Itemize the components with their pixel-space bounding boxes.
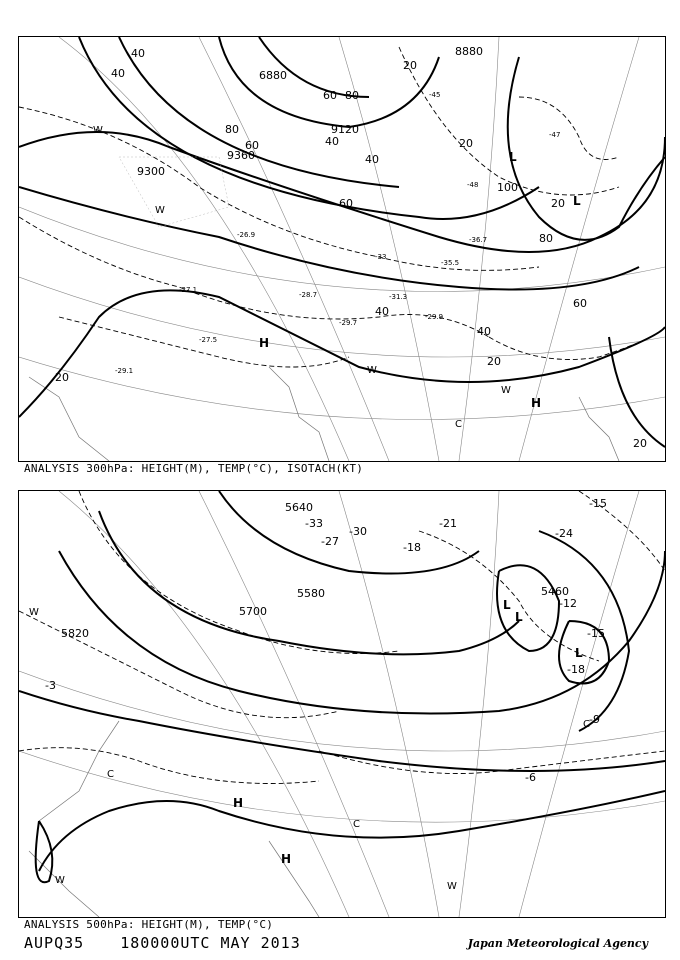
temp-label: -48 xyxy=(467,181,479,189)
temp-label: -28.7 xyxy=(299,291,318,299)
isotach-label: 60 xyxy=(573,297,587,310)
warm-center-label: W xyxy=(93,125,103,136)
temp-label: -47 xyxy=(549,131,561,139)
isotach-label: 40 xyxy=(325,135,339,148)
temp-label: -30 xyxy=(349,525,367,538)
height-label: 5460 xyxy=(541,585,569,598)
isotach-label: 80 xyxy=(539,232,553,245)
low-center-label: L xyxy=(509,150,517,164)
isotach-label: 20 xyxy=(459,137,473,150)
high-center-label: H xyxy=(259,336,270,350)
high-center-label: H xyxy=(281,852,292,866)
isotach-label: 60 xyxy=(323,89,337,102)
temp-label: -27.1 xyxy=(179,286,198,294)
warm-center-label: W xyxy=(447,881,457,892)
low-center-label: L xyxy=(575,646,583,660)
temp-label: -36.7 xyxy=(469,236,488,244)
valid-time: 180000UTC MAY 2013 xyxy=(120,934,301,952)
height-label: 5580 xyxy=(297,587,325,600)
isotach-label: 20 xyxy=(55,371,69,384)
map-300hpa xyxy=(18,36,666,462)
temp-label: -24 xyxy=(555,527,573,540)
isotach-label: 20 xyxy=(551,197,565,210)
map-300hpa-canvas xyxy=(19,37,665,461)
isotach-label: 60 xyxy=(245,139,259,152)
pressure-centers xyxy=(93,125,581,430)
temp-label: -27.5 xyxy=(199,336,218,344)
temp-label: -33 xyxy=(375,253,387,261)
height-label: 9360 xyxy=(227,149,255,162)
temperature-labels xyxy=(45,497,607,784)
coastline xyxy=(29,367,619,461)
height-label: 9120 xyxy=(331,123,359,136)
cold-center-label: C xyxy=(455,419,462,430)
isotach-shading xyxy=(119,157,229,227)
isotach-label: 80 xyxy=(345,89,359,102)
temp-label: -15 xyxy=(589,497,607,510)
pressure-centers xyxy=(29,598,590,892)
temp-label: -45 xyxy=(429,91,441,99)
height-label: 5820 xyxy=(61,627,89,640)
product-header xyxy=(24,934,301,952)
isotach-label: 60 xyxy=(339,197,353,210)
graticule xyxy=(19,491,665,917)
product-code: AUPQ35 xyxy=(24,934,85,952)
isotach-label: 20 xyxy=(487,355,501,368)
cold-center-label: C xyxy=(583,719,590,730)
temp-label: -29.7 xyxy=(339,319,358,327)
temp-label: -18 xyxy=(403,541,421,554)
height-label: 9300 xyxy=(137,165,165,178)
temp-label: -33 xyxy=(305,517,323,530)
height-label: 8880 xyxy=(455,45,483,58)
map-500hpa-canvas xyxy=(19,491,665,917)
temp-label: -29.9 xyxy=(425,313,444,321)
caption-500hpa: ANALYSIS 500hPa: HEIGHT(M), TEMP(°C) xyxy=(24,918,274,931)
agency-credit: Japan Meteorological Agency xyxy=(467,937,648,950)
low-center-label: L xyxy=(573,194,581,208)
temp-label: -6 xyxy=(525,771,536,784)
height-label: 5640 xyxy=(285,501,313,514)
graticule xyxy=(19,37,665,461)
temp-label: -27 xyxy=(321,535,339,548)
isotach-label: 100 xyxy=(497,181,518,194)
cold-center-label: C xyxy=(107,769,114,780)
coastline xyxy=(29,721,319,917)
temp-label: -21 xyxy=(439,517,457,530)
low-center-label: L xyxy=(515,610,523,624)
temp-label: -12 xyxy=(559,597,577,610)
isotach-label: 40 xyxy=(375,305,389,318)
isotach-label: 40 xyxy=(477,325,491,338)
warm-center-label: W xyxy=(29,607,39,618)
isotach-label: 40 xyxy=(131,47,145,60)
temp-label: -3 xyxy=(45,679,56,692)
isotach-label: 80 xyxy=(225,123,239,136)
cold-center-label: C xyxy=(353,819,360,830)
warm-center-label: W xyxy=(501,385,511,396)
map-500hpa xyxy=(18,490,666,918)
warm-center-label: W xyxy=(367,365,377,376)
isotach-label: 20 xyxy=(633,437,647,450)
caption-300hpa: ANALYSIS 300hPa: HEIGHT(M), TEMP(°C), ISOTACH(KT) xyxy=(24,462,364,475)
contour-labels xyxy=(55,45,647,450)
warm-center-label: W xyxy=(55,875,65,886)
warm-center-label: W xyxy=(155,205,165,216)
temp-label: -31.3 xyxy=(389,293,408,301)
high-center-label: H xyxy=(531,396,542,410)
height-label: 5700 xyxy=(239,605,267,618)
temp-label: -15 xyxy=(587,627,605,640)
temp-label: -29.1 xyxy=(115,367,134,375)
low-center-label: L xyxy=(503,598,511,612)
temp-label: -9 xyxy=(589,713,600,726)
isotach-label: 40 xyxy=(111,67,125,80)
isotach-label: 20 xyxy=(403,59,417,72)
height-label: 6880 xyxy=(259,69,287,82)
temp-label: -35.5 xyxy=(441,259,460,267)
height-contours xyxy=(19,491,665,882)
high-center-label: H xyxy=(233,796,244,810)
isotach-label: 40 xyxy=(365,153,379,166)
temp-label: -26.9 xyxy=(237,231,256,239)
temp-label: -18 xyxy=(567,663,585,676)
